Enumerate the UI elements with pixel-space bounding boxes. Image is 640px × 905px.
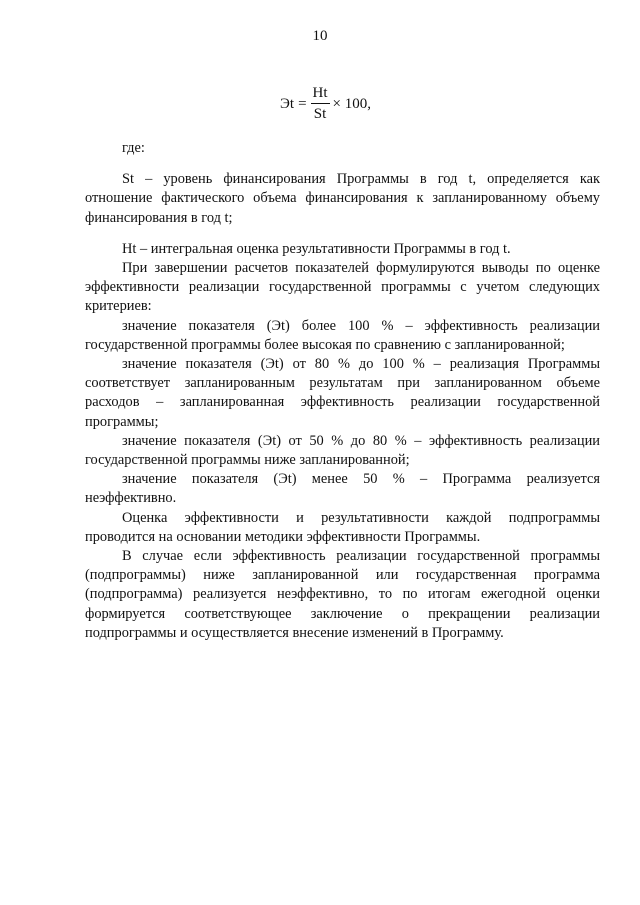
paragraph-st-definition: St – уровень финансирования Программы в год t, определяется как отношение фактического объема финансирования к запланированному объему финансирования в год t; — [85, 171, 600, 226]
formula-numerator: Ht — [311, 84, 330, 104]
paragraph-criterion-above-100: значение показателя (Эt) более 100 % – эффективность реализации государственной программы более высокая по сравнению с запланированной; — [85, 317, 600, 353]
paragraph-subprogram-assessment: Оценка эффективности и результативности каждой подпрограммы проводится на основании методики эффективности Программы. — [85, 509, 600, 545]
formula-fraction — [311, 84, 330, 123]
formula-multiplier: × 100, — [332, 95, 372, 112]
paragraph-criterion-below-50: значение показателя (Эt) менее 50 % – Программа реализуется неэффективно. — [85, 471, 600, 507]
efficiency-formula — [280, 84, 371, 123]
formula-denominator: St — [313, 106, 327, 122]
paragraph-criterion-80-100: значение показателя (Эt) от 80 % до 100 % – реализация Программы соответствует запланированным результатам при запланированном объеме расходов – запланированная эффективность реализации государственной программы; — [85, 356, 600, 430]
formula-equals-sign: = — [298, 95, 307, 112]
paragraph-ht-definition: Ht – интегральная оценка результативности Программы в год t. — [122, 240, 511, 257]
formula-lhs: Эt — [280, 95, 295, 112]
page-number: 10 — [312, 28, 328, 44]
paragraph-inefficiency-consequences: В случае если эффективность реализации государственной программы (подпрограммы) ниже запланированной или государственная программа (подпрограмма) реализуется неэффективно, то по итогам ежегодной оценки формируется соответствующее заключение о прекращении реализации подпрограммы и осуществляется внесение изменений в Программу. — [85, 548, 600, 641]
paragraph-criteria-intro: При завершении расчетов показателей формулируются выводы по оценке эффективности реализации государственной программы с учетом следующих критериев: — [85, 260, 600, 315]
document-body — [85, 139, 600, 643]
paragraph-criterion-50-80: значение показателя (Эt) от 50 % до 80 % – эффективность реализации государственной программы ниже запланированной; — [85, 432, 600, 469]
paragraph-where-label: где: — [122, 140, 145, 156]
